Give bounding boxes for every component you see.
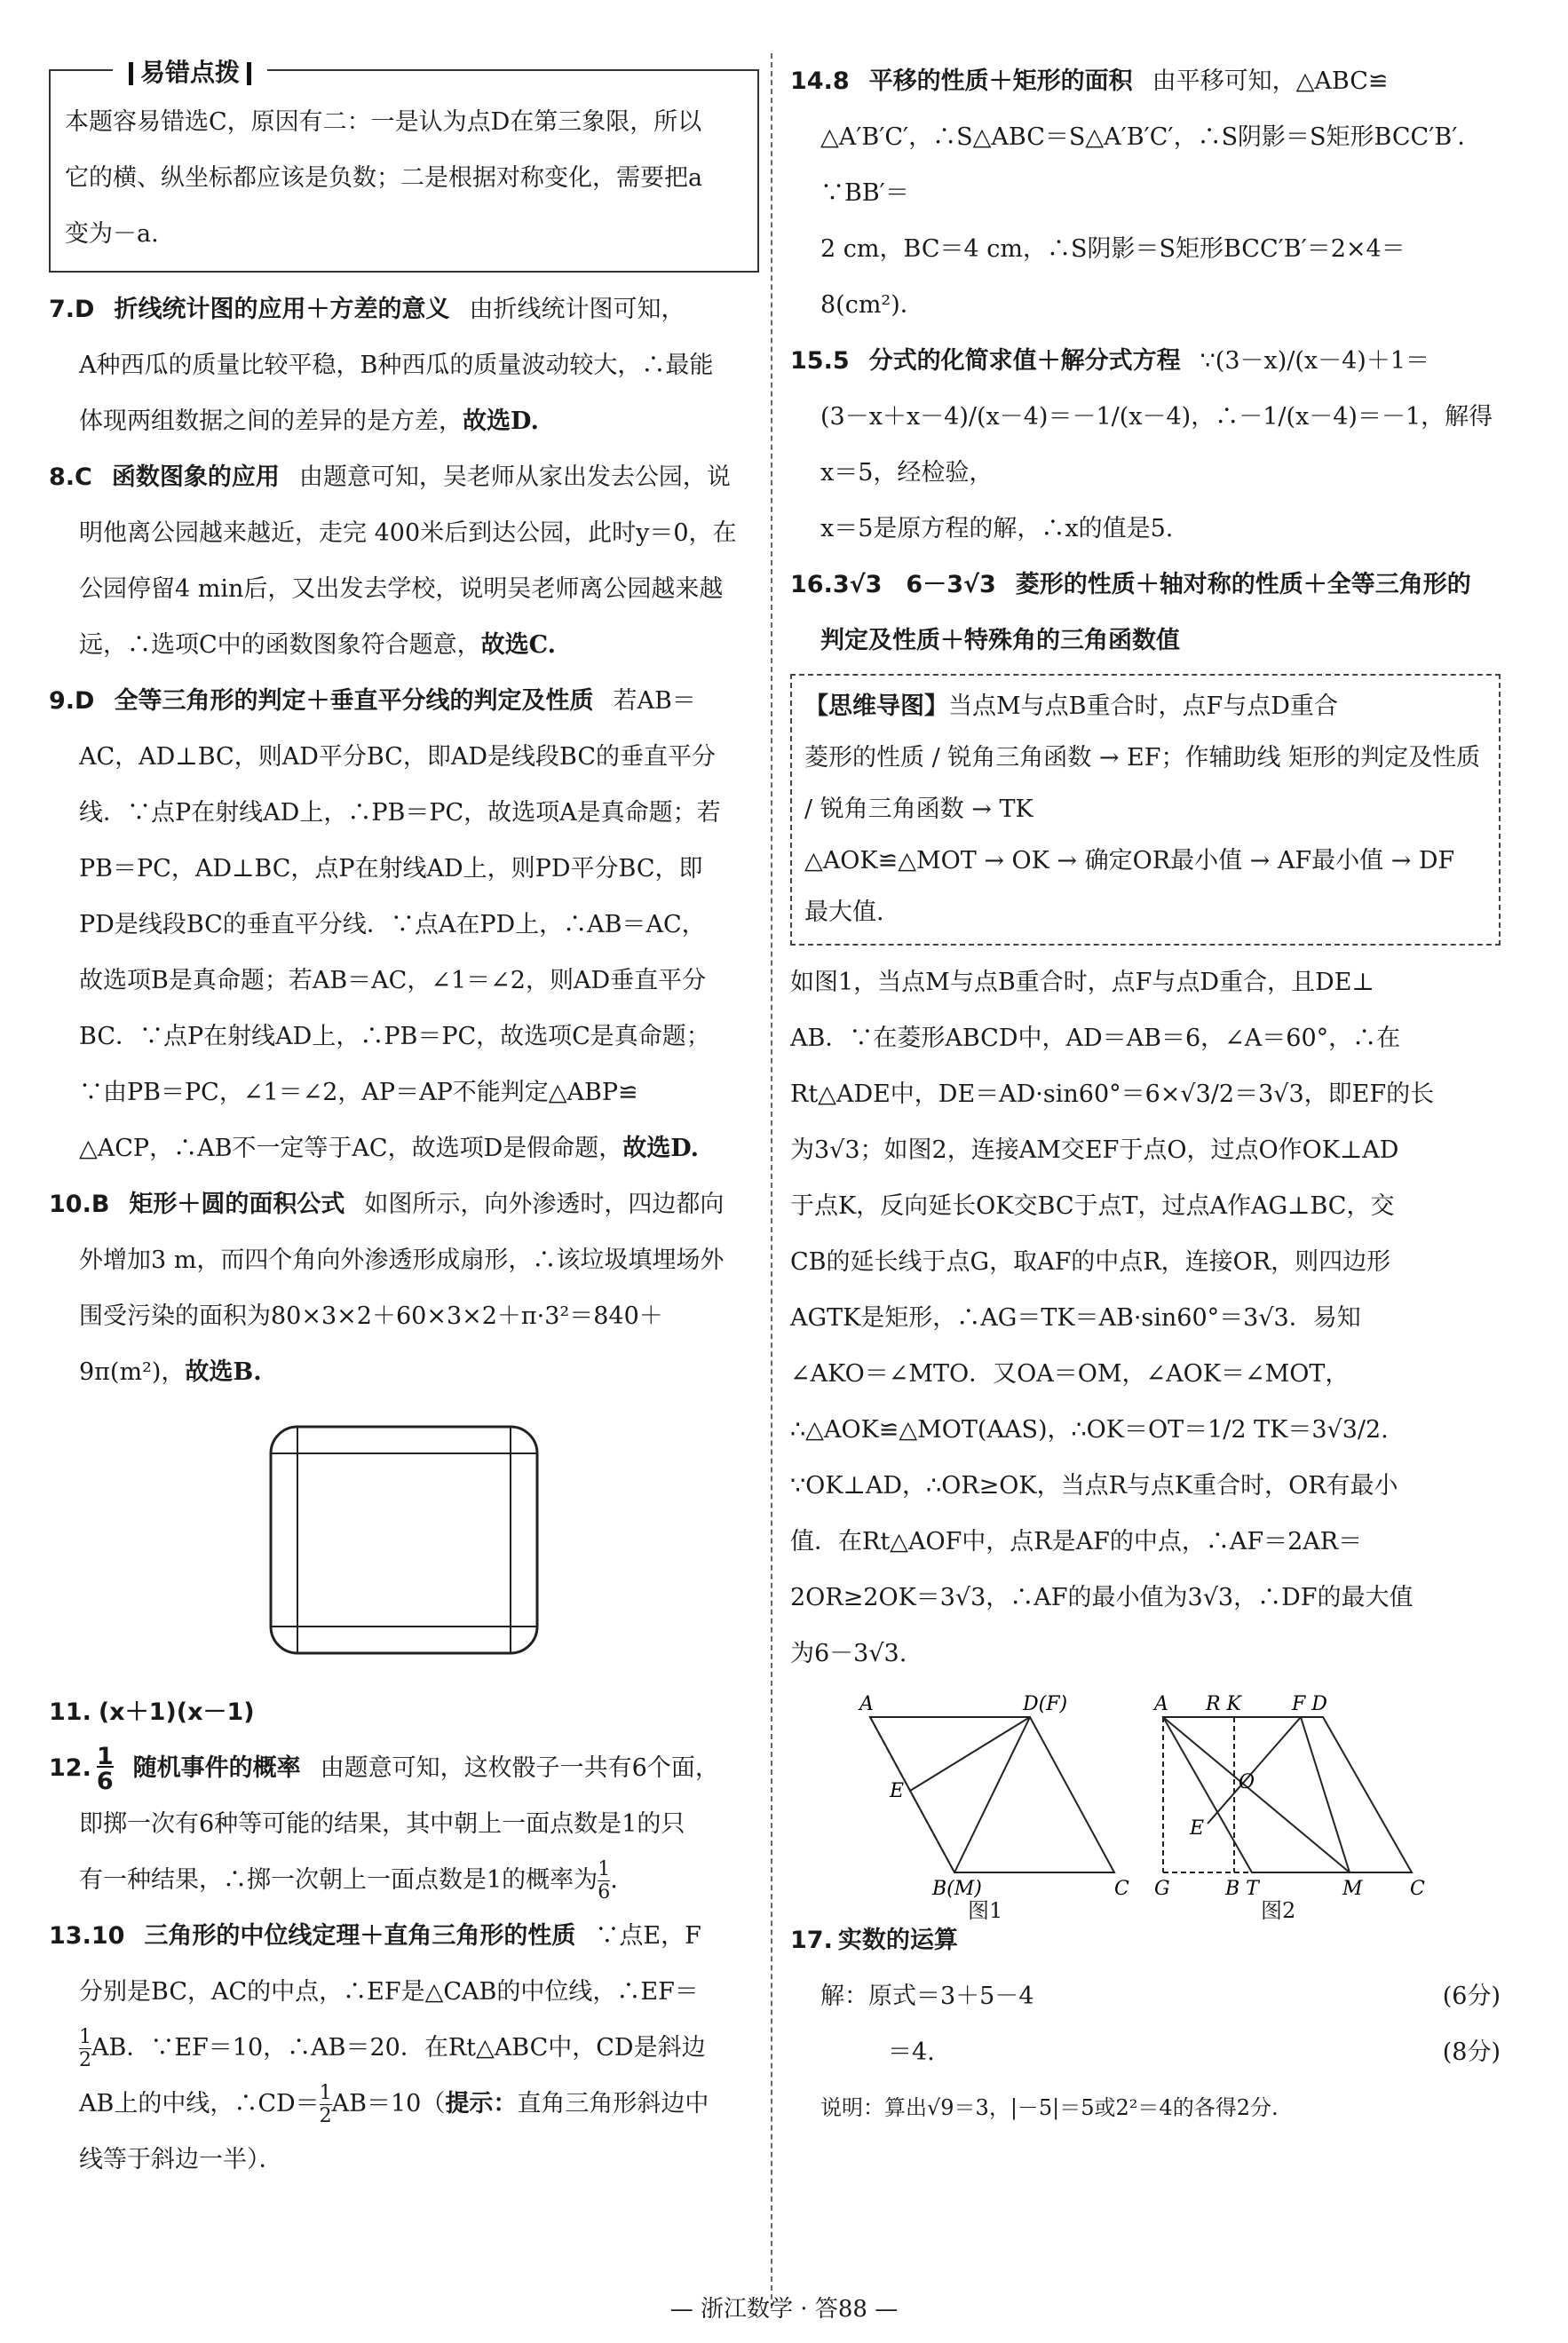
q7-line: A种西瓜的质量比较平稳，B种西瓜的质量波动较大，∴最能 <box>79 352 714 379</box>
q16-line: 为3√3；如图2，连接AM交EF于点O，过点O作OK⊥AD <box>790 1136 1399 1164</box>
svg-text:D(F): D(F) <box>1023 1693 1068 1715</box>
svg-text:R K: R K <box>1206 1693 1241 1715</box>
error-tip-box <box>49 58 759 273</box>
svg-text:M: M <box>1342 1878 1363 1900</box>
q16-line: ∴△AOK≌△MOT(AAS)，∴OK＝OT＝1/2 TK＝3√3/2. <box>790 1416 1389 1444</box>
svg-text:E: E <box>890 1780 905 1802</box>
q9-line: ∵由PB＝PC，∠1＝∠2，AP＝AP不能判定△ABP≌ <box>79 1079 638 1106</box>
q10-line: 外增加3 m，而四个角向外渗透形成扇形，∴该垃圾填埋场外 <box>79 1247 725 1274</box>
svg-text:C: C <box>1114 1878 1129 1900</box>
q10-figure <box>49 1400 759 1684</box>
q9-line: PB＝PC，AD⊥BC，点P在射线AD上，则PD平分BC，即 <box>79 855 703 883</box>
mind-map-box <box>790 674 1501 946</box>
q16-line: 判定及性质＋特殊角的三角函数值 <box>820 627 1180 654</box>
svg-text:B(M): B(M) <box>932 1878 982 1900</box>
q13-line: 13.10 三角形的中位线定理＋直角三角形的性质 ∵点E，F <box>49 1922 701 1950</box>
q12-line: 有一种结果，∴掷一次朝上一面点数是1的概率为$\frac{1}{6}$. <box>79 1857 618 1904</box>
q9-line: PD是线段BC的垂直平分线．∵点A在PD上，∴AB＝AC， <box>79 911 706 938</box>
q7-line: 7.D 折线统计图的应用＋方差的意义 由折线统计图可知， <box>49 296 685 323</box>
q8-line: 远，∴选项C中的函数图象符合题意，故选C. <box>79 631 557 659</box>
svg-text:F D: F D <box>1292 1693 1327 1715</box>
q17-line: 17. 实数的运算 <box>790 1927 958 1954</box>
q17-line: 解：原式＝3＋5－4 (6分) <box>820 1983 1501 2010</box>
q10-line: 10.B 矩形＋圆的面积公式 如图所示，向外渗透时，四边都向 <box>49 1191 725 1218</box>
q9-line: 故选项B是真命题；若AB＝AC，∠1＝∠2，则AD垂直平分 <box>79 967 707 994</box>
q14-line: 14.8 平移的性质＋矩形的面积 由平移可知，△ABC≌ <box>790 67 1389 95</box>
error-tip-text: 变为－a. <box>65 220 159 248</box>
q9-line: 9.D 全等三角形的判定＋垂直平分线的判定及性质 若AB＝ <box>49 687 696 715</box>
q9-line: AC，AD⊥BC，则AD平分BC，即AD是线段BC的垂直平分 <box>79 743 716 771</box>
svg-text:C: C <box>1410 1878 1425 1900</box>
q16-line: 值．在Rt△AOF中，点R是AF的中点，∴AF＝2AR＝ <box>790 1528 1363 1555</box>
mind-map-line: 【思维导图】当点M与点B重合时，点F与点D重合 <box>804 693 1338 720</box>
column-divider <box>771 53 772 2308</box>
svg-text:A: A <box>1154 1693 1168 1715</box>
q9-line: BC．∵点P在射线AD上，∴PB＝PC，故选项C是真命题； <box>79 1023 710 1050</box>
error-tip-text: 它的横、纵坐标都应该是负数；二是根据对称变化，需要把a <box>65 164 703 192</box>
q16-line: CB的延长线于点G，取AF的中点R，连接OR，则四边形 <box>790 1248 1391 1276</box>
mind-map-line: 最大值. <box>804 898 884 926</box>
svg-text:E: E <box>1190 1817 1205 1840</box>
q13-line: 线等于斜边一半）． <box>79 2146 283 2173</box>
figure-2-caption: 图2 <box>1261 1898 1296 1923</box>
q9-line: △ACP，∴AB不一定等于AC，故选项D是假命题，故选D. <box>79 1135 700 1162</box>
mind-map-line: 菱形的性质 / 锐角三角函数 → EF；作辅助线 矩形的判定及性质 / 锐角三角函数 → TK <box>804 744 1481 823</box>
figure-2 <box>1152 1693 1425 1900</box>
q12-line: 12. $\frac{1}{6}$ 随机事件的概率 由题意可知，这枚骰子一共有6个面， <box>49 1742 719 1795</box>
q12-line: 即掷一次有6种等可能的结果，其中朝上一面点数是1的只 <box>79 1810 685 1838</box>
rounded-rectangle-diagram <box>49 1400 759 1684</box>
q13-line: AB上的中线，∴CD＝1 2AB＝10（提示：直角三角形斜边中 <box>79 2081 709 2127</box>
q17-line: ＝4. (8分) <box>888 2038 1501 2066</box>
q10-line: 围受污染的面积为80×3×2＋60×3×2＋π·3²＝840＋ <box>79 1302 663 1330</box>
q8-line: 明他离公园越来越近，走完 400米后到达公园，此时y＝0，在 <box>79 519 737 547</box>
q16-line: 于点K，反向延长OK交BC于点T，过点A作AG⊥BC，交 <box>790 1192 1395 1220</box>
q17-note: 说明：算出√9＝3，|－5|＝5或2²＝4的各得2分. <box>820 2095 1279 2120</box>
q16-line: AGTK是矩形，∴AG＝TK＝AB·sin60°＝3√3．易知 <box>790 1304 1361 1332</box>
figure-1-caption: 图1 <box>968 1898 1003 1923</box>
svg-text:G: G <box>1154 1878 1170 1900</box>
q16-figures <box>790 1682 1501 1923</box>
page-footer: — 浙江数学 · 答88 — <box>669 2296 899 2323</box>
svg-text:B T: B T <box>1225 1878 1259 1900</box>
q13-line: 分别是BC，AC的中点，∴EF是△CAB的中位线，∴EF＝ <box>79 1978 699 2006</box>
q16-line: AB．∵在菱形ABCD中，AD＝AB＝6，∠A＝60°，∴在 <box>790 1025 1401 1052</box>
q8-line: 公园停留4 min后，又出发去学校，说明吴老师离公园越来越 <box>79 575 724 603</box>
q16-line: 2OR≥2OK＝3√3，∴AF的最小值为3√3，∴DF的最大值 <box>790 1584 1414 1611</box>
q15-line: 15.5 分式的化简求值＋解分式方程 ∵(3－x)/(x－4)＋1＝ <box>790 347 1430 375</box>
right-column <box>790 53 1501 2136</box>
svg-text:A: A <box>859 1693 874 1715</box>
q9-line: 线．∵点P在射线AD上，∴PB＝PC，故选项A是真命题；若 <box>79 799 721 827</box>
q14-line: △A′B′C′，∴S△ABC＝S△A′B′C′，∴S阴影＝S矩形BCC′B′．∵BB′＝ <box>820 123 1482 207</box>
figure-1 <box>858 1693 1129 1900</box>
q15-line: (3－x＋x－4)/(x－4)＝－1/(x－4)，∴－1/(x－4)＝－1，解得x＝5，经检验， <box>820 403 1493 487</box>
svg-text:O: O <box>1239 1771 1255 1793</box>
error-tip-title: 易错点拨 <box>113 53 267 89</box>
q10-line: 9π(m²)，故选B. <box>79 1358 262 1386</box>
q16-line: 16.3√3 6－3√3 菱形的性质＋轴对称的性质＋全等三角形的 <box>790 571 1471 598</box>
left-column <box>49 53 759 2188</box>
q16-line: 为6－3√3. <box>790 1640 907 1667</box>
q7-line: 体现两组数据之间的差异的是方差，故选D. <box>79 408 539 435</box>
q16-line: 如图1，当点M与点B重合时，点F与点D重合，且DE⊥ <box>790 969 1374 996</box>
q16-line: Rt△ADE中，DE＝AD·sin60°＝6×√3/2＝3√3，即EF的长 <box>790 1080 1435 1108</box>
q16-line: ∵OK⊥AD，∴OR≥OK，当点R与点K重合时，OR有最小 <box>790 1472 1398 1500</box>
q16-line: ∠AKO＝∠MTO．又OA＝OM，∠AOK＝∠MOT， <box>790 1360 1350 1388</box>
error-tip-text: 本题容易错选C，原因有二：一是认为点D在第三象限，所以 <box>65 108 702 136</box>
q13-line: 1 2AB．∵EF＝10，∴AB＝20．在Rt△ABC中，CD是斜边 <box>79 2025 706 2071</box>
mind-map-line: △AOK≌△MOT → OK → 确定OR最小值 → AF最小值 → DF <box>804 847 1455 875</box>
q8-line: 8.C 函数图象的应用 由题意可知，吴老师从家出发去公园，说 <box>49 463 731 491</box>
rhombus-figures <box>790 1682 1501 1912</box>
q11-line: 11. (x＋1)(x－1) <box>49 1698 255 1726</box>
q14-line: 2 cm，BC＝4 cm，∴S阴影＝S矩形BCC′B′＝2×4＝8(cm²)． <box>820 235 1406 319</box>
q15-line: x＝5是原方程的解，∴x的值是5. <box>820 515 1174 542</box>
